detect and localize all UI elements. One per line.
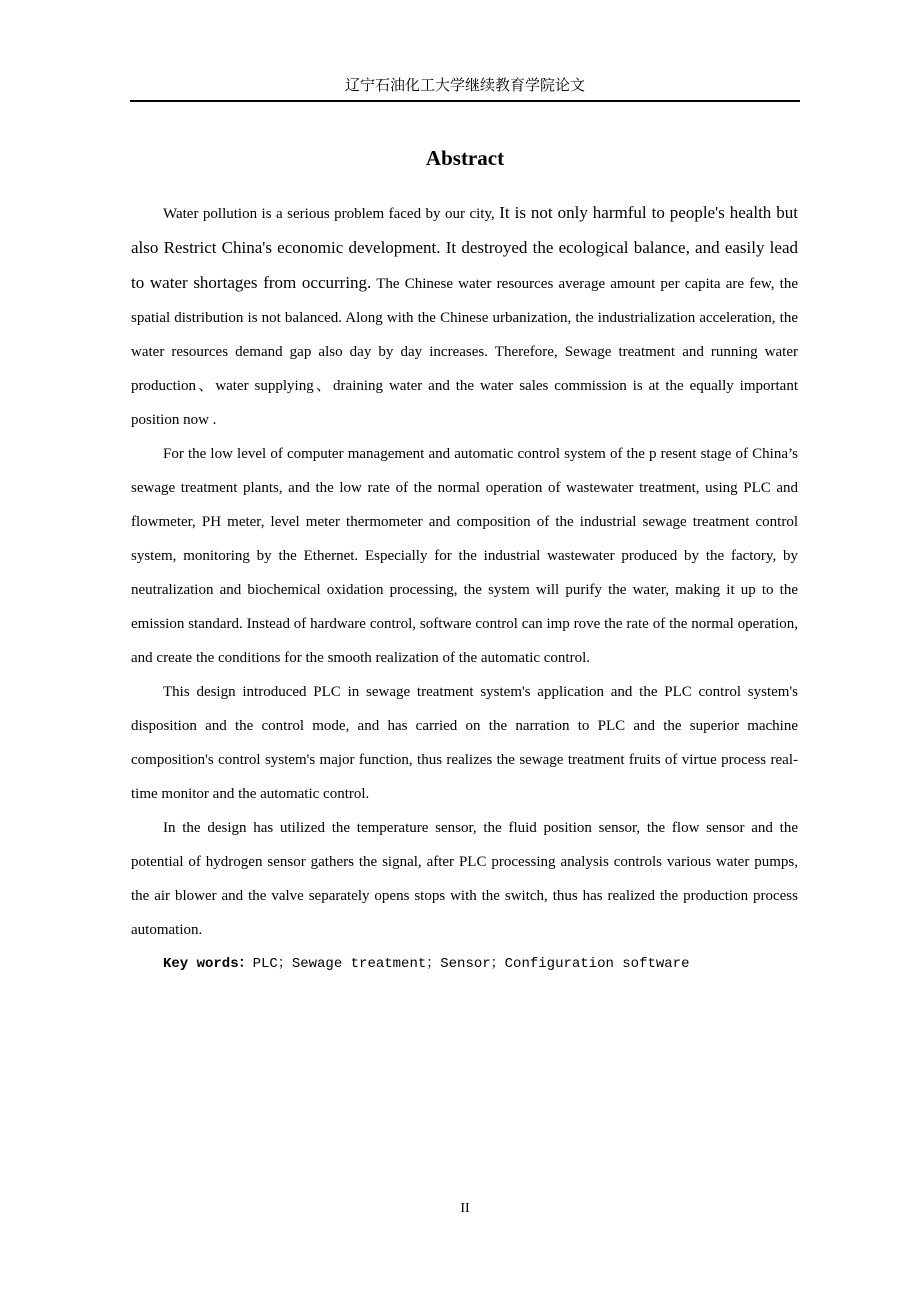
paragraph-1-rest: The Chinese water resources average amount per capita are few, the spatial distribution is not balanced. Along with the Chinese urbanization, the industrialization acceleration, the water resources demand gap also day by day increases. Therefore, Sewage treatment and running water production、water supplying、draining water and the water sales commission is at the equally important position now . — [131, 276, 798, 428]
paragraph-1-lead: Water pollution is a serious problem faced by our city, — [163, 206, 500, 222]
keywords-label: Key words： — [163, 956, 253, 972]
page-number: II — [460, 1201, 470, 1216]
keywords-line — [131, 947, 798, 981]
abstract-paragraph-3: This design introduced PLC in sewage treatment system's application and the PLC control system's disposition and the control mode, and has carried on the narration to PLC and the superior machine composition's control system's major function, thus realizes the sewage treatment fruits of virtue process real-time monitor and the automatic control. — [131, 684, 798, 802]
abstract-title: Abstract — [425, 146, 505, 170]
abstract-paragraph-1 — [131, 196, 798, 437]
abstract-body — [131, 196, 798, 981]
keywords-terms: PLC；Sewage treatment；Sensor；Configuration software — [252, 956, 690, 972]
paragraph-1-emphasis: It is not only harmful to people's health but also Restrict China's economic development. It destroyed the ecological balance, and easily lead to water shortages from occurring. — [131, 203, 798, 292]
abstract-paragraph-2: For the low level of computer management and automatic control system of the p resent stage of China’s sewage treatment plants, and the low rate of the normal operation of wastewater treatment, using PLC and flowmeter, PH meter, level meter thermometer and composition of the industrial sewage treatment control system, monitoring by the Ethernet. Especially for the industrial wastewater produced by the factory, by neutralization and biochemical oxidation processing, the system will purify the water, making it up to the emission standard. Instead of hardware control, software control can imp rove the rate of the normal operation, and create the conditions for the smooth realization of the automatic control. — [131, 446, 798, 666]
abstract-paragraph-4: In the design has utilized the temperature sensor, the fluid position sensor, the flow sensor and the potential of hydrogen sensor gathers the signal, after PLC processing analysis controls various water pumps, the air blower and the valve separately opens stops with the switch, thus has realized the production process automation. — [131, 820, 798, 938]
page-header: 辽宁石油化工大学继续教育学院论文 — [344, 78, 585, 94]
header-divider — [130, 100, 800, 102]
